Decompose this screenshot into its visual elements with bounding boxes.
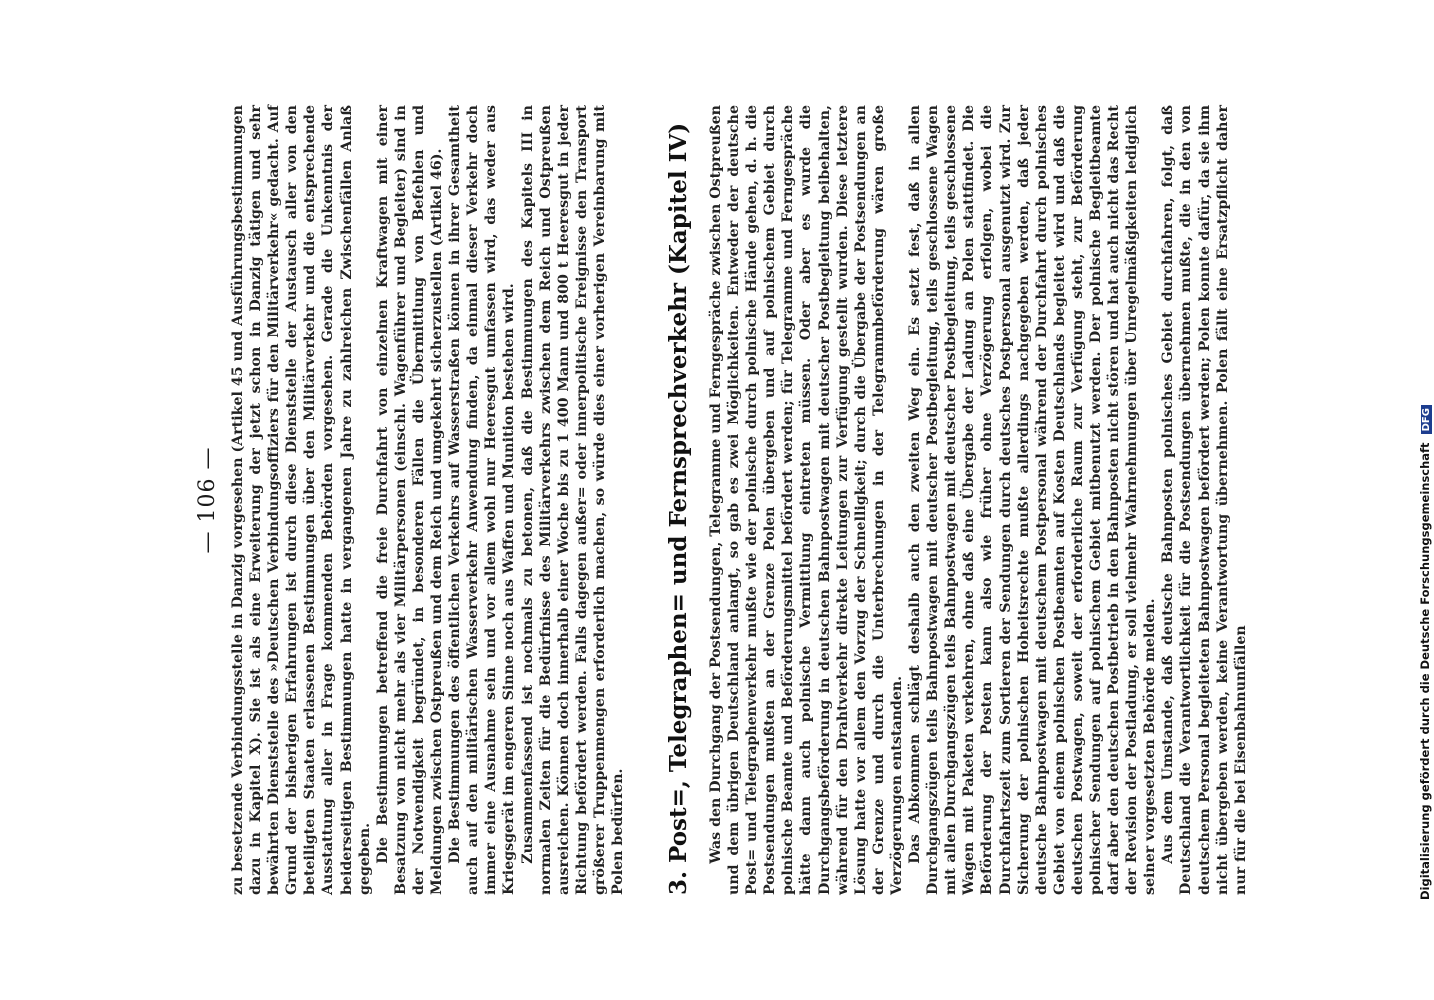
text-block-lower [707, 105, 1250, 895]
credit-text: Digitalisierung gefördert durch die Deutsche Forschungsgemeinschaft [1418, 442, 1432, 900]
rotated-page [195, 105, 1249, 895]
paragraph: zu besetzende Verbindungsstelle in Danzig vorgesehen (Artikel 45 und Ausführungsbestimmungen dazu in Kapitel X). Sie ist als eine Erweiterung der jetzt schon in Danzig tätigen und sehr bewährten Dienststelle des »Deutschen Verbindungsoffiziers für den Militärverkehr« gedacht. Auf Grund der bisherigen Erfahrungen ist durch diese Dienststelle der Austausch aller von den beteiligten Staaten erlassenen Bestimmungen über den Militärverkehr und die entsprechende Ausstattung aller in Frage kommenden Behörden vorgesehen. Gerade die Unkenntnis der beiderseitigen Bestimmungen hatte in vergangenen Jahre zu zahlreichen Zwischenfällen Anlaß gegeben. [230, 105, 373, 895]
paragraph: Zusammenfassend ist nochmals zu betonen, daß die Bestimmungen des Kapitels III in normalen Zeiten für die Bedürfnisse des Militärverkehrs zwischen dem Reich und Ostpreußen ausreichen. Können doch innerhalb einer Woche bis zu 1 400 Mann und 800 t Heeresgut in jeder Richtung befördert werden. Falls dagegen außer= oder innerpolitische Ereignisse den Transport größerer Truppenmengen erforderlich machen, so würde dies einer vorherigen Vereinbarung mit Polen bedürfen. [519, 105, 626, 895]
paragraph: Aus dem Umstande, daß deutsche Bahnposten polnisches Gebiet durchfahren, folgt, daß Deutschland die Verantwortlichkeit für die Postsendungen übernehmen mußte, die in den von deutschem Personal begleiteten Bahnpostwagen befördert werden; Polen konnte dafür, da sie ihm nicht übergeben werden, keine Verantwortung übernehmen. Polen fällt eine Ersatzpflicht daher nur für die bei Eisenbahnunfällen [1160, 105, 1249, 895]
paragraph: Was den Durchgang der Postsendungen, Telegramme und Ferngespräche zwischen Ostpreußen und dem übrigen Deutschland anlangt, so gab es zwei Möglichkeiten. Entweder der deutsche Post= und Telegraphenverkehr mußte wie der polnische durch polnische Hände gehen, d. h. die Postsendungen mußten an der Grenze Polen übergeben und auf polnischem Gebiet durch polnische Beamte und Beförderungsmittel befördert werden; für Telegramme und Ferngespräche hätte dann auch polnische Vermittlung eintreten müssen. Oder aber es wurde die Durchgangsbeförderung in deutschen Bahnpostwagen mit deutscher Postbegleitung beibehalten, während für den Drahtverkehr direkte Leitungen zur Verfügung gestellt wurden. Diese letztere Lösung hatte vor allem den Vorzug der Schnelligkeit; durch die Übergabe der Postsendungen an der Grenze und durch die Unterbrechungen in der Telegrammbeförderung wären große Verzögerungen entstanden. [708, 105, 905, 895]
dfg-logo: DFG [1421, 405, 1432, 434]
text-block-upper [229, 105, 627, 895]
paragraph: Die Bestimmungen betreffend die freie Durchfahrt von einzelnen Kraftwagen mit einer Besatzung von nicht mehr als vier Militärpersonen (einschl. Wagenführer und Begleiter) sind in der Notwendigkeit begründet, in besonderen Fällen die Übermittlung von Befehlen und Meldungen zwischen Ostpreußen und dem Reich und umgekehrt sicherzustellen (Artikel 46). [374, 105, 446, 895]
page-number: — 106 — [195, 446, 220, 554]
section-heading: 3. Post=, Telegraphen= und Fernsprechverkehr (Kapitel IV) [665, 122, 692, 895]
paragraph: Die Bestimmungen des öffentlichen Verkehrs auf Wasserstraßen können in ihrer Gesamtheit auch auf den militärischen Wasserverkehr Anwendung finden, da einmal dieser Verkehr doch immer eine Ausnahme sein und vor allem wohl nur Heeresgut umfassen wird, das weder aus Kriegsgerät im engeren Sinne noch aus Waffen und Munition bestehen wird. [447, 105, 518, 895]
digitization-credit [1418, 0, 1434, 900]
paragraph: Das Abkommen schlägt deshalb auch den zweiten Weg ein. Es setzt fest, daß in allen Durchgangszügen teils Bahnpostwagen mit deutscher Postbegleitung, teils geschlossene Wagen mit allen Durchgangszügen teils Bahnpostwagen mit deutscher Postbegleitung, teils geschlossene Wagen mit Paketen verkehren, ohne daß eine Übergabe der Ladung an Polen stattfindet. Die Beförderung der Posten kann also wie früher ohne Verzögerung erfolgen, wobei die Durchfahrtszeit zum Sortieren der Sendungen durch deutsches Postpersonal ausgenutzt wird. Zur Sicherung der polnischen Hoheitsrechte mußte allerdings nachgegeben werden, daß jeder deutsche Bahnpostwagen mit deutschem Postpersonal während der Durchfahrt durch polnisches Gebiet von einem polnischen Postbeamten auf Kosten Deutschlands begleitet wird und daß die deutschen Postwagen, soweit der erforderliche Raum zur Verfügung steht, zur Beförderung polnischer Sendungen auf polnischem Gebiet mitbenutzt werden. Der polnische Begleitbeamte darf aber den deutschen Postbetrieb in den Bahnposten nicht stören und hat auch nicht das Recht der Revision der Postladung, er soll vielmehr Wahrnehmungen über Unregelmäßigkeiten lediglich seiner vorgesetzten Behörde melden. [907, 105, 1159, 895]
